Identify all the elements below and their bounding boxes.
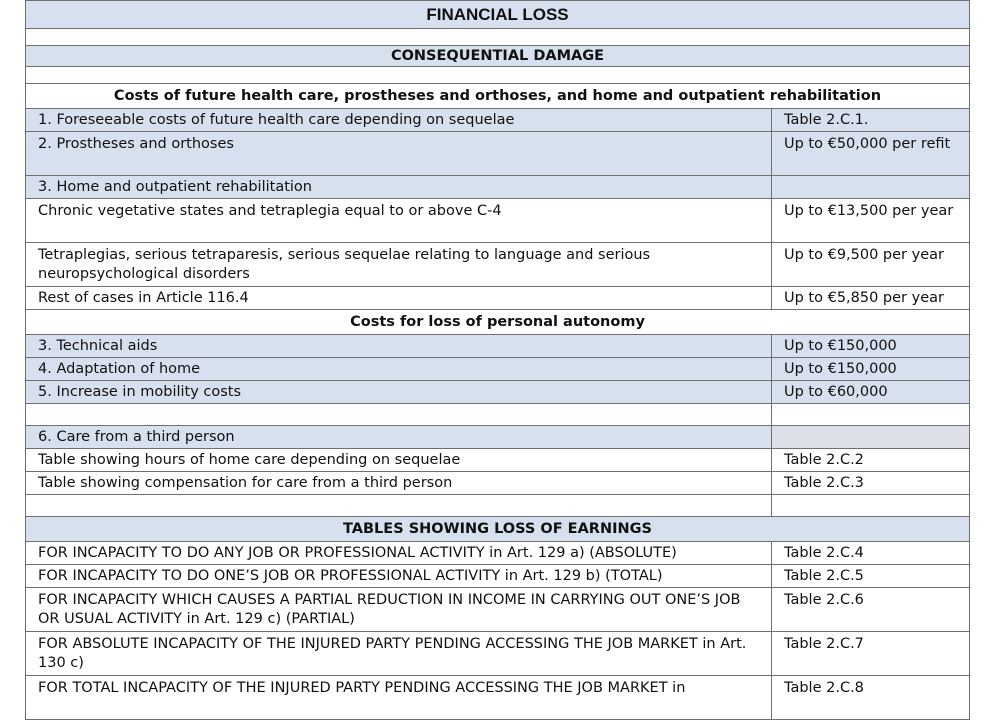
table-row: [26, 472, 970, 495]
financial-loss-table: [25, 0, 970, 720]
row-value: Table 2.C.5: [772, 565, 970, 588]
row-value: Up to €13,500 per year: [772, 199, 970, 243]
row-value: Up to €50,000 per refit: [772, 132, 970, 176]
row-value: Up to €60,000: [772, 381, 970, 404]
row-label: 3. Technical aids: [26, 335, 772, 358]
table-row: [26, 565, 970, 588]
spacer-row: [26, 495, 970, 517]
table-row: [26, 243, 970, 287]
subheading-row: [26, 84, 970, 109]
row-label: 2. Prostheses and orthoses: [26, 132, 772, 176]
table-row: [26, 358, 970, 381]
row-value: [772, 426, 970, 449]
subheading-row: [26, 310, 970, 335]
row-value: Up to €150,000: [772, 358, 970, 381]
autonomy-heading: Costs for loss of personal autonomy: [26, 310, 970, 335]
table-row: [26, 109, 970, 132]
row-label: 3. Home and outpatient rehabilitation: [26, 176, 772, 199]
table-row: [26, 542, 970, 565]
table-row: [26, 381, 970, 404]
row-label: FOR ABSOLUTE INCAPACITY OF THE INJURED PARTY PENDING ACCESSING THE JOB MARKET in Art. 130 c): [26, 632, 772, 676]
section-header-row: [26, 46, 970, 67]
row-label: Tetraplegias, serious tetraparesis, serious sequelae relating to language and serious neuropsychological disorders: [26, 243, 772, 287]
row-label: FOR INCAPACITY TO DO ONE’S JOB OR PROFESSIONAL ACTIVITY in Art. 129 b) (TOTAL): [26, 565, 772, 588]
table-row: [26, 588, 970, 632]
table-row: [26, 287, 970, 310]
row-label: Table showing hours of home care depending on sequelae: [26, 449, 772, 472]
row-label: Table showing compensation for care from a third person: [26, 472, 772, 495]
row-label: 6. Care from a third person: [26, 426, 772, 449]
row-label: FOR TOTAL INCAPACITY OF THE INJURED PARTY PENDING ACCESSING THE JOB MARKET in: [26, 676, 772, 720]
row-value: Table 2.C.4: [772, 542, 970, 565]
row-label: FOR INCAPACITY TO DO ANY JOB OR PROFESSIONAL ACTIVITY in Art. 129 a) (ABSOLUTE): [26, 542, 772, 565]
table-row: [26, 632, 970, 676]
row-label: 5. Increase in mobility costs: [26, 381, 772, 404]
table-row: [26, 335, 970, 358]
subheading-row: [26, 517, 970, 542]
table-row: [26, 176, 970, 199]
table-row: [26, 676, 970, 720]
row-value: Table 2.C.2: [772, 449, 970, 472]
page-title: FINANCIAL LOSS: [26, 1, 970, 29]
spacer-row: [26, 29, 970, 46]
row-value: Up to €150,000: [772, 335, 970, 358]
row-value: Table 2.C.6: [772, 588, 970, 632]
row-value: Table 2.C.1.: [772, 109, 970, 132]
section-heading-consequential-damage: CONSEQUENTIAL DAMAGE: [26, 46, 970, 67]
spacer-row: [26, 67, 970, 84]
row-label: 1. Foreseeable costs of future health care depending on sequelae: [26, 109, 772, 132]
row-label: FOR INCAPACITY WHICH CAUSES A PARTIAL REDUCTION IN INCOME IN CARRYING OUT ONE’S JOB OR USUAL ACTIVITY in Art. 129 c) (PARTIAL): [26, 588, 772, 632]
row-label: Chronic vegetative states and tetraplegia equal to or above C-4: [26, 199, 772, 243]
row-value: Table 2.C.7: [772, 632, 970, 676]
row-value: Table 2.C.3: [772, 472, 970, 495]
spacer-row: [26, 404, 970, 426]
table-row: [26, 449, 970, 472]
row-label: 4. Adaptation of home: [26, 358, 772, 381]
row-value: Up to €9,500 per year: [772, 243, 970, 287]
row-value: Table 2.C.8: [772, 676, 970, 720]
earnings-heading: TABLES SHOWING LOSS OF EARNINGS: [26, 517, 970, 542]
row-value: [772, 176, 970, 199]
table-row: [26, 199, 970, 243]
title-row: [26, 1, 970, 29]
future-care-heading: Costs of future health care, prostheses and orthoses, and home and outpatient rehabilitation: [26, 84, 970, 109]
table-row: [26, 132, 970, 176]
table-row: [26, 426, 970, 449]
row-value: Up to €5,850 per year: [772, 287, 970, 310]
row-label: Rest of cases in Article 116.4: [26, 287, 772, 310]
